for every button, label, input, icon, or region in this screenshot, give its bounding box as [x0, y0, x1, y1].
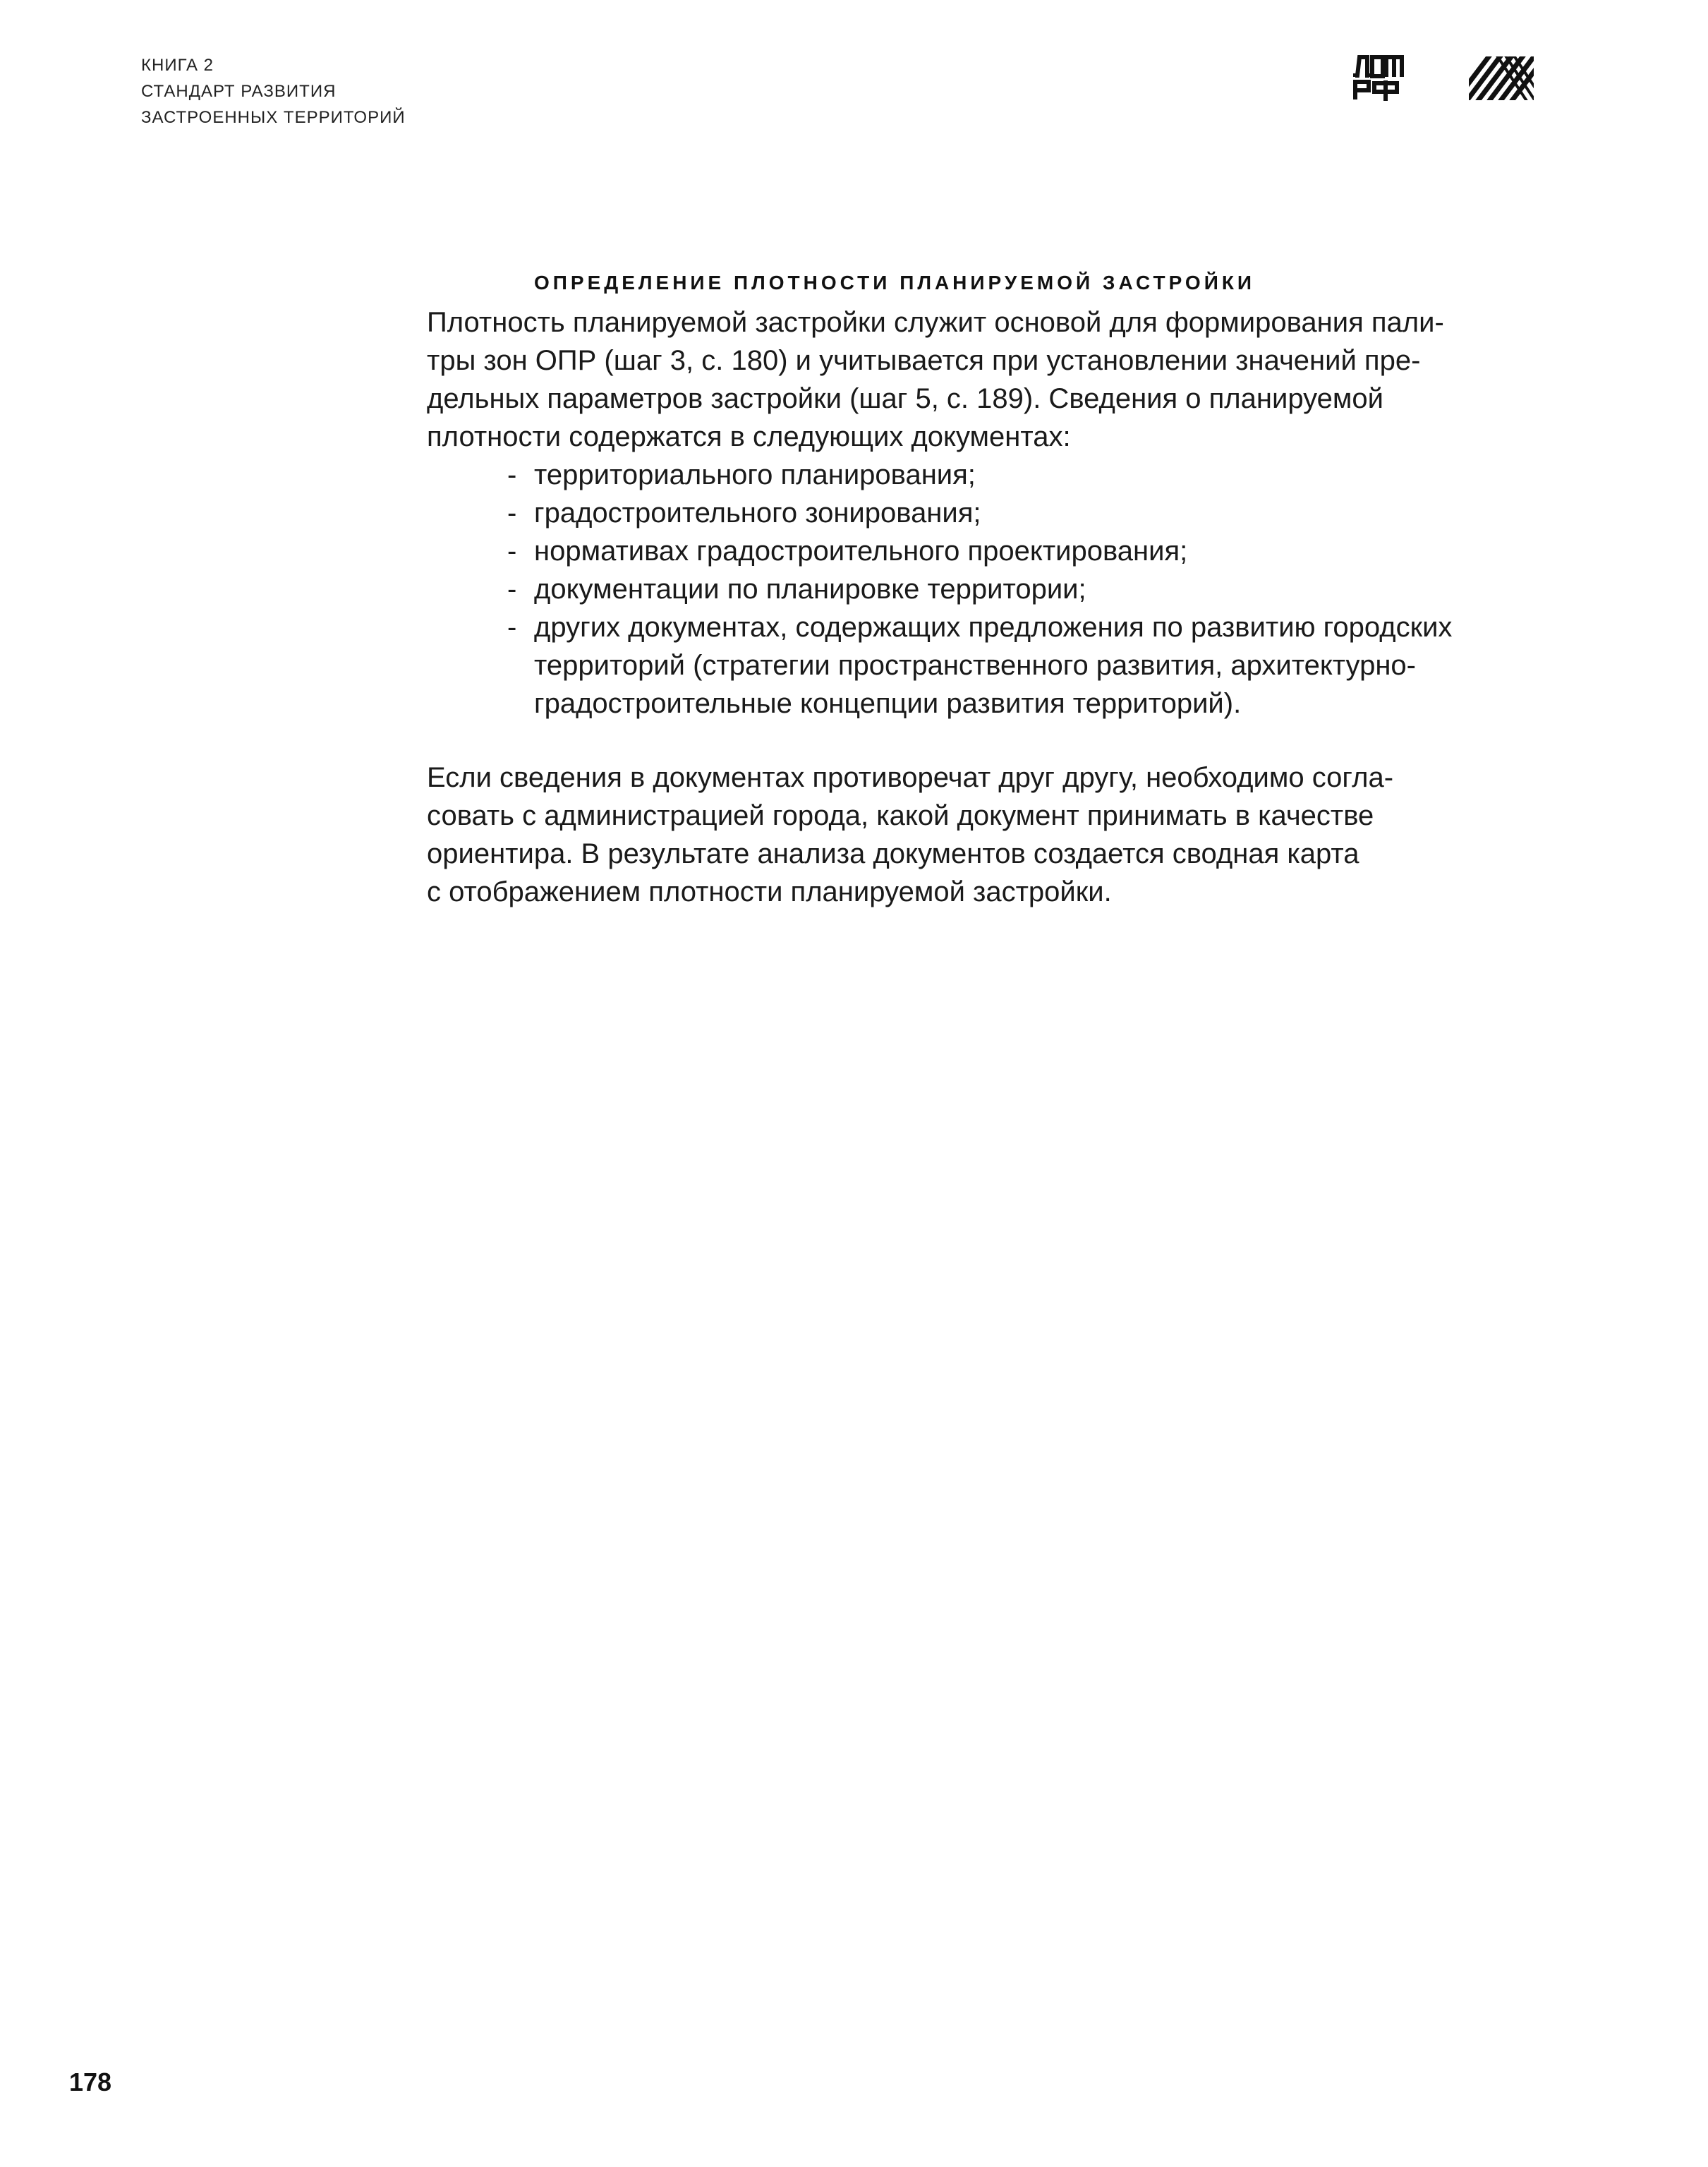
list-item: [427, 532, 1556, 570]
list-dash: -: [507, 536, 517, 567]
list-item-text: территорий (стратегии пространственного развития, архитектурно-: [534, 650, 1416, 681]
page-number: 178: [69, 2068, 112, 2096]
documents-list: [427, 456, 1556, 723]
list-item-text: градостроительные концепции развития территорий).: [534, 688, 1242, 719]
list-dash: -: [507, 574, 517, 605]
list-dash: -: [507, 459, 517, 490]
paragraph-line: Если сведения в документах противоречат друг другу, необходимо согла-: [427, 762, 1394, 793]
list-item-text: других документах, содержащих предложения по развитию городских: [534, 612, 1453, 643]
list-item-text: территориального планирования;: [534, 459, 976, 490]
section-title: ОПРЕДЕЛЕНИЕ ПЛОТНОСТИ ПЛАНИРУЕМОЙ ЗАСТРОЙКИ: [534, 272, 1256, 294]
list-item: [427, 570, 1556, 608]
diagonal-pattern-logo-icon: [1469, 56, 1534, 100]
list-item: [427, 494, 1556, 532]
conclusion-paragraph: [427, 759, 1542, 911]
header-standard-subtitle: ЗАСТРОЕННЫХ ТЕРРИТОРИЙ: [141, 108, 406, 127]
header-standard-title: СТАНДАРТ РАЗВИТИЯ: [141, 82, 337, 101]
book-header: [141, 52, 406, 131]
list-dash: -: [507, 612, 517, 643]
intro-paragraph: [427, 303, 1542, 456]
paragraph-line: ориентира. В результате анализа документов создается сводная карта: [427, 838, 1359, 869]
paragraph-line: тры зон ОПР (шаг 3, с. 180) и учитывается при установлении значений пре-: [427, 345, 1421, 376]
paragraph-line: дельных параметров застройки (шаг 5, с. 189). Сведения о планируемой: [427, 383, 1383, 414]
paragraph-line: с отображением плотности планируемой застройки.: [427, 876, 1112, 907]
paragraph-line: плотности содержатся в следующих документах:: [427, 421, 1071, 452]
header-book-number: КНИГА 2: [141, 56, 214, 75]
dom-rf-logo-icon: [1353, 55, 1404, 102]
paragraph-line: Плотность планируемой застройки служит основой для формирования пали-: [427, 307, 1444, 338]
list-item-text: градостроительного зонирования;: [534, 497, 981, 529]
list-item-text: нормативах градостроительного проектирования;: [534, 536, 1188, 567]
paragraph-line: совать с администрацией города, какой документ принимать в качестве: [427, 800, 1374, 831]
list-item: [427, 456, 1556, 494]
list-item-text: документации по планировке территории;: [534, 574, 1086, 605]
list-dash: -: [507, 497, 517, 529]
list-item: [427, 608, 1556, 723]
